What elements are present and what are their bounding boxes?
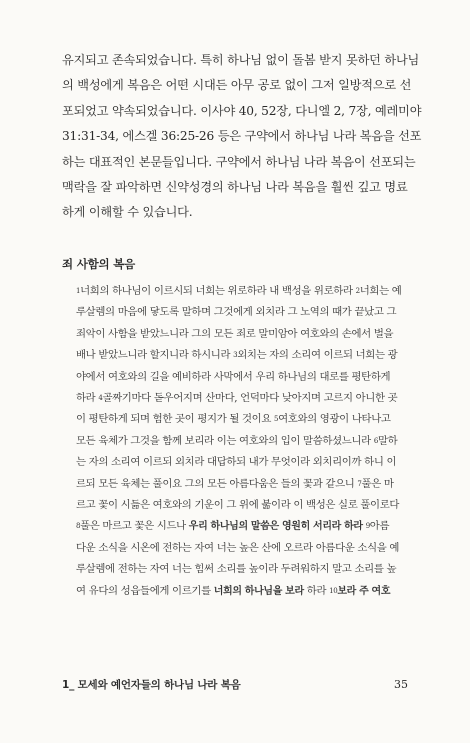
emphasized-phrase: 너희의 하나님을 보라 [213, 585, 304, 597]
quote-line [76, 324, 406, 345]
verse-number: 7 [357, 479, 362, 488]
verse-number: 5 [274, 415, 279, 424]
quote-text: 너희는 예 [359, 285, 402, 297]
intro-line: 하는 대표적인 본문들입니다. 구약에서 하나님 나라 복음이 선포되는 [62, 154, 416, 169]
quote-text: 모든 육체가 그것을 함께 보리라 이는 여호와의 입이 말씀하셨느니라 [76, 434, 374, 447]
quote-line [76, 581, 406, 602]
quote-text: 르되 모든 육체는 풀이요 그의 모든 아름다움은 들의 꽃과 같으니 [76, 477, 358, 490]
scripture-quotation [76, 281, 406, 602]
verse-number: 3 [233, 351, 238, 360]
quote-text: 하라 [303, 584, 330, 597]
quote-line [76, 474, 406, 495]
quote-line [76, 345, 406, 366]
quote-text: 골짜기마다 돋우어지며 산마다, 언덕마다 낮아지며 고르지 아니한 곳 [102, 392, 398, 405]
quote-line [76, 495, 406, 516]
quote-text: 다운 소식을 시온에 전하는 자여 너는 높은 산에 오르라 아름다운 소식을 예 [76, 541, 400, 554]
quote-text: 하라 [76, 392, 99, 405]
quote-text: 루살렘의 마음에 닿도록 말하며 그것에게 외치라 그 노역의 때가 끝났고 그 [76, 306, 397, 319]
quote-text: 이 평탄하게 되며 험한 곳이 평지가 될 것이요 [76, 413, 274, 426]
emphasized-phrase: 우리 하나님의 말씀은 영원히 서리라 하라 [188, 521, 363, 533]
quote-line [76, 388, 406, 409]
quote-text: 루살렘에 전하는 자여 너는 힘써 소리를 높이라 두려워하지 말고 소리를 높 [76, 563, 397, 576]
intro-line: 유지되고 존속되었습니다. 특히 하나님 없이 돌봄 받지 못하던 하나님 [62, 53, 420, 67]
intro-line: 하게 이해할 수 있습니다. [62, 205, 193, 220]
verse-number: 6 [373, 436, 378, 445]
quote-text: 풀은 마 [361, 477, 394, 490]
quote-text: 여호와의 영광이 나타나고 [278, 413, 391, 426]
verse-number: 2 [355, 287, 360, 295]
quote-line [76, 516, 406, 537]
intro-line: 의 백성에게 복음은 어떤 시대든 아무 공로 없이 그저 일방적으로 선 [62, 78, 412, 93]
quote-text: 는 자의 소리여 이르되 외치라 대답하되 내가 무엇이라 외치리이까 하니 이 [76, 456, 397, 469]
quote-line [76, 538, 406, 559]
verse-number: 8 [76, 522, 81, 531]
quote-line [76, 431, 406, 452]
verse-number: 9 [365, 522, 370, 531]
intro-line: 포되었고 약속되었습니다. 이사야 40, 52장, 다니엘 2, 7장, 예레미야 [62, 103, 422, 118]
quote-line [76, 452, 406, 473]
quote-text: 말하 [377, 434, 398, 447]
intro-paragraph [62, 48, 422, 226]
quote-text: 너희의 하나님이 이르시되 너희는 위로하라 내 백성을 위로하라 [80, 285, 356, 297]
quote-line [76, 281, 406, 302]
section-heading: 죄 사함의 복음 [62, 257, 136, 271]
quote-text: 여 유다의 성읍들에게 이르기를 [76, 584, 214, 597]
quote-text: 외치는 자의 소리여 이르되 너희는 광 [237, 349, 398, 362]
quote-text: 야에서 여호와의 길을 예비하라 사막에서 우리 하나님의 대로를 평탄하게 [76, 370, 391, 383]
emphasized-phrase: 보라 주 여호 [337, 585, 391, 597]
verse-number: 4 [98, 394, 103, 403]
running-title: 1_ 모세와 예언자들의 하나님 나라 복음 [62, 679, 241, 691]
quote-text: 르고 꽃이 시듦은 여호와의 기운이 그 위에 붊이라 이 백성은 실로 풀이로다 [76, 499, 400, 512]
quote-text: 아름 [369, 520, 390, 533]
verse-number: 1 [76, 287, 81, 295]
quote-line [76, 559, 406, 580]
intro-line: 맥락을 잘 파악하면 신약성경의 하나님 나라 복음을 훨씬 깊고 명료 [62, 180, 408, 195]
page-footer [62, 677, 408, 692]
quote-line [76, 367, 406, 388]
page-number: 35 [394, 678, 408, 691]
verse-number: 10 [329, 586, 338, 595]
quote-text: 죄악이 사함을 받았느니라 그의 모든 죄로 말미암아 여호와의 손에서 벌을 [76, 327, 394, 340]
quote-text: 풀은 마르고 꽃은 시드나 [80, 520, 189, 533]
quote-text: 배나 받았느니라 할지니라 하시니라 [76, 349, 234, 362]
quote-line [76, 302, 406, 323]
intro-line: 31:31-34, 에스겔 36:25-26 등은 구약에서 하나님 나라 복음을 선포 [62, 129, 422, 144]
quote-line [76, 409, 406, 430]
